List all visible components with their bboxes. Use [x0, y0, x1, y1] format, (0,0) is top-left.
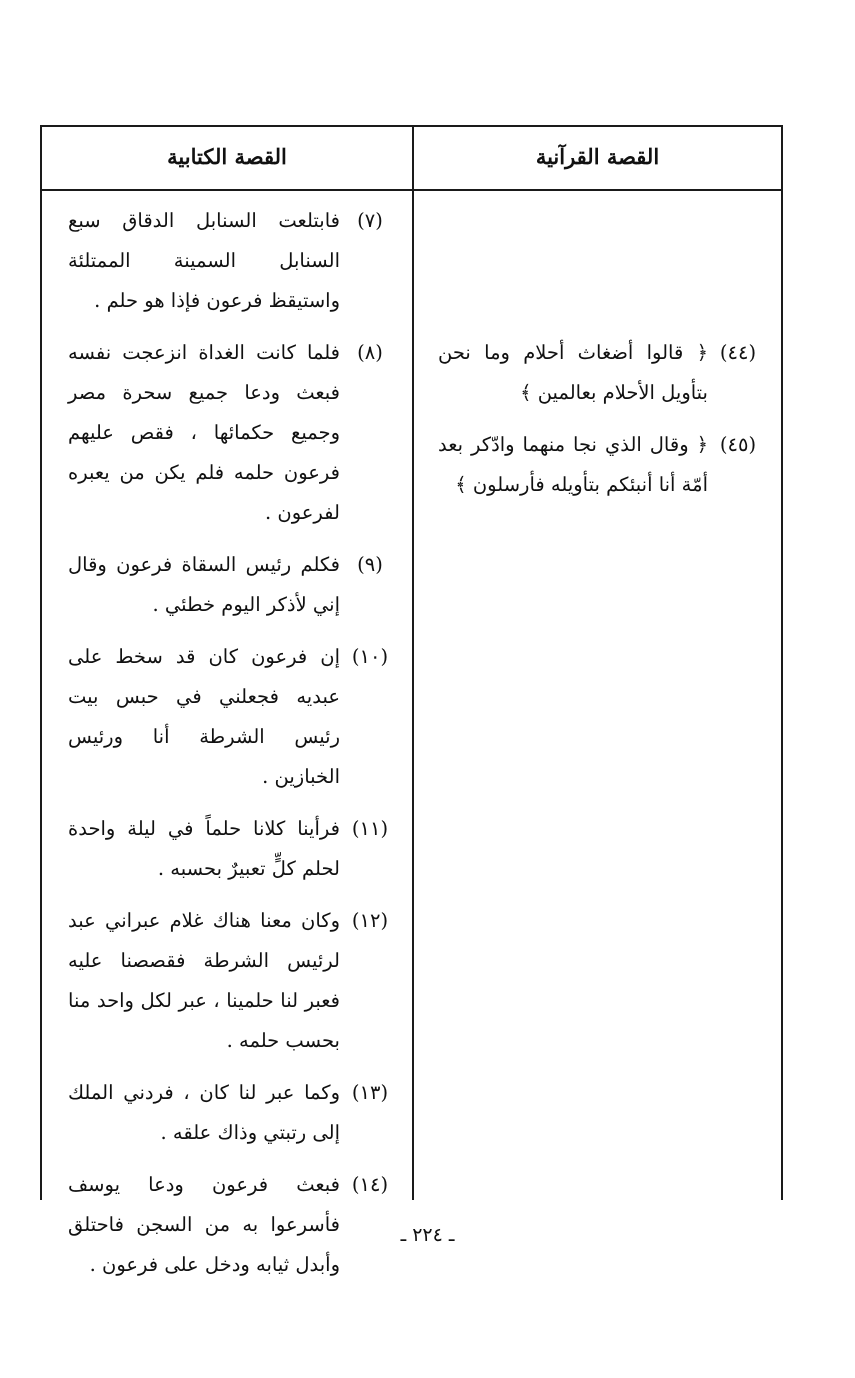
- verse-number: (٨): [357, 341, 383, 364]
- verse-text: فابتلعت السنابل الدقاق سبع السنابل السمينة الممتلئة واستيقظ فرعون فإذا هو حلم .: [68, 209, 340, 312]
- bible-entry: [68, 201, 400, 321]
- column-divider: [412, 125, 414, 1200]
- verse-number: (٩): [357, 553, 383, 576]
- bible-entry: [68, 637, 400, 797]
- bible-entry: [68, 809, 400, 889]
- verse-number: (١٣): [351, 1081, 389, 1104]
- page-number: ـ ٢٢٤ ـ: [400, 1224, 455, 1246]
- header-quran-story: القصة القرآنية: [535, 144, 660, 169]
- bible-entry: [68, 1073, 400, 1153]
- verse-text: فبعث فرعون ودعا يوسف فأسرعوا به من السجن فاحتلق وأبدل ثيابه ودخل على فرعون .: [68, 1173, 340, 1276]
- table-left-border: [40, 125, 42, 1200]
- verse-text: فرأينا كلانا حلماً في ليلة واحدة لحلم كلٍّ تعبيرٌ بحسبه .: [68, 817, 340, 880]
- bible-entry: [68, 901, 400, 1061]
- verse-text: فكلم رئيس السقاة فرعون وقال إني لأذكر اليوم خطئي .: [68, 553, 340, 616]
- quran-entry: [438, 333, 768, 413]
- bible-entry: [68, 545, 400, 625]
- verse-text: ﴿ وقال الذي نجا منهما وادّكر بعد أمّة أنا أنبئكم بتأويله فأرسلون ﴾: [438, 433, 708, 496]
- verse-number: (١١): [351, 817, 389, 840]
- verse-number: (١٢): [351, 909, 389, 932]
- quran-column: [438, 333, 768, 517]
- header-bible-story: القصة الكتابية: [167, 144, 287, 169]
- verse-number: (١٤): [351, 1173, 389, 1196]
- bible-entry: [68, 333, 400, 533]
- table-right-border: [781, 125, 783, 1200]
- verse-text: ﴿ قالوا أضغاث أحلام وما نحن بتأويل الأحلام بعالمين ﴾: [438, 341, 708, 404]
- verse-number: (١٠): [351, 645, 389, 668]
- verse-text: وكان معنا هناك غلام عبراني عبد لرئيس الشرطة فقصصنا عليه فعبر لنا حلمينا ، عبر لكل واحد منا بحسب حلمه .: [68, 909, 340, 1052]
- bible-column: [68, 201, 400, 1297]
- verse-number: (٤٥): [719, 433, 757, 456]
- verse-text: وكما عبر لنا كان ، فردني الملك إلى رتبتي وذاك علقه .: [68, 1081, 340, 1144]
- verse-number: (٧): [357, 209, 383, 232]
- verse-number: (٤٤): [719, 341, 757, 364]
- quran-entry: [438, 425, 768, 505]
- verse-text: فلما كانت الغداة انزعجت نفسه فبعث ودعا جميع سحرة مصر وجميع حكمائها ، فقص عليهم فرعون حلمه فلم يكن من يعبره لفرعون .: [68, 341, 340, 524]
- verse-text: إن فرعون كان قد سخط على عبديه فجعلني في حبس بيت رئيس الشرطة أنا ورئيس الخبازين .: [68, 645, 340, 788]
